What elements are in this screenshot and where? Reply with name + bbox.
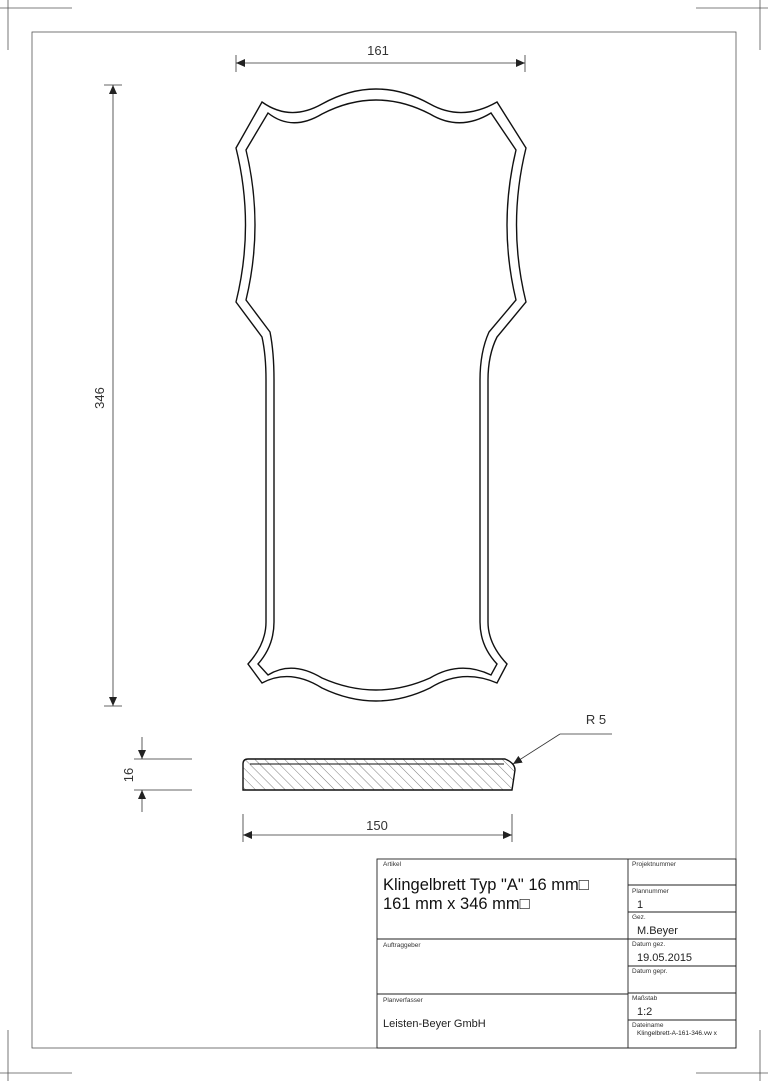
plannummer-label: Plannummer (632, 888, 669, 895)
dimension-label-161: 161 (367, 43, 389, 58)
dateiname-label: Dateiname (632, 1022, 664, 1029)
artikel-label: Artikel (383, 861, 402, 868)
projektnummer-label: Projektnummer (632, 861, 677, 868)
board-outline (236, 89, 526, 701)
dateiname-value: Klingelbrett-A-161-346.vw x (637, 1030, 717, 1037)
artikel-line-1: Klingelbrett Typ "A" 16 mm□ (383, 876, 589, 894)
artikel-line-2: 161 mm x 346 mm□ (383, 895, 530, 913)
dimension-label-16: 16 (121, 767, 136, 783)
profile-section (243, 759, 515, 790)
datum-gez-label: Datum gez. (632, 941, 666, 948)
dimension-thickness (134, 737, 192, 812)
dimension-label-150: 150 (366, 818, 388, 833)
datum-gepr-label: Datum gepr. (632, 968, 668, 975)
planverfasser-value: Leisten-Beyer GmbH (383, 1018, 486, 1030)
massstab-value: 1:2 (637, 1006, 653, 1018)
auftraggeber-label: Auftraggeber (383, 942, 421, 949)
board-outer-contour (236, 89, 526, 701)
board-inner-contour (246, 100, 516, 690)
massstab-label: Maßstab (632, 995, 658, 1002)
dimension-label-346: 346 (92, 387, 107, 409)
datum-gez-value: 19.05.2015 (637, 952, 693, 964)
radius-label: R 5 (585, 712, 607, 727)
gez-value: M.Beyer (637, 925, 678, 937)
gez-label: Gez. (632, 914, 646, 921)
radius-leader (513, 734, 612, 764)
planverfasser-label: Planverfasser (383, 997, 423, 1004)
plannummer-value: 1 (637, 899, 644, 911)
